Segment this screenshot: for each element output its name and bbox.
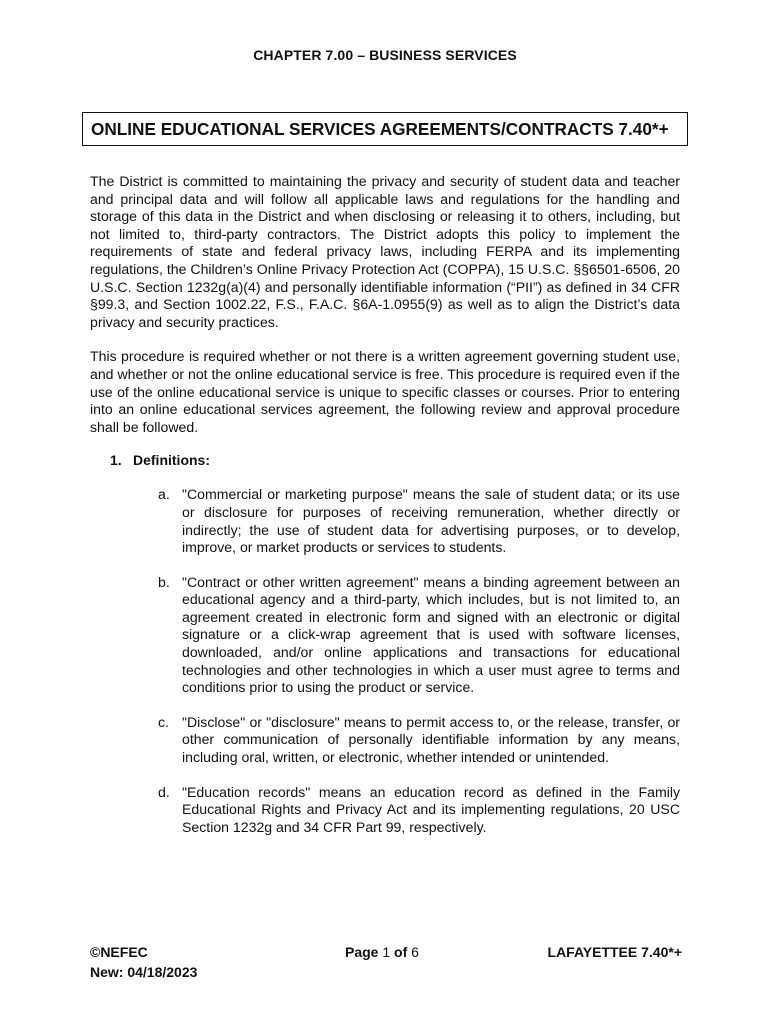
procedure-paragraph: This procedure is required whether or not there is a written agreement governing student use, and whether or not the online educational service is free. This procedure is required even if the use of the online educational service is unique to specific classes or courses. Prior to entering into an online educational services agreement, the following review and approval procedure shall be followed. <box>90 348 680 435</box>
footer-org: ©NEFEC <box>90 944 148 960</box>
definition-letter: a. <box>158 486 170 503</box>
page-of: of <box>394 944 408 960</box>
section-number: 1. <box>110 452 122 469</box>
footer-left-block <box>90 942 197 982</box>
footer-date: New: 04/18/2023 <box>90 964 198 980</box>
intro-paragraph: The District is committed to maintaining the privacy and security of student data and teacher and principal data and will follow all applicable laws and regulations for the handling and storage of this data in the District and when disclosing or releasing it to others, including, but not limited to, third-party contractors. The District adopts this policy to implement the requirements of state and federal privacy laws, including FERPA and its implementing regulations, the Children’s Online Privacy Protection Act (COPPA), 15 U.S.C. §§6501-6506, 20 U.S.C. Section 1232g(a)(4) and personally identifiable information (“PII”) as defined in 34 CFR §99.3, and Section 1002.22, F.S., F.A.C. §6A-1.0955(9) as well as to align the District’s data privacy and security practices. <box>90 173 680 330</box>
page-word: Page <box>345 944 379 960</box>
chapter-heading: CHAPTER 7.00 – BUSINESS SERVICES <box>253 47 517 63</box>
page-current: 1 <box>382 944 391 960</box>
section-heading-definitions <box>110 452 680 468</box>
definition-text: "Disclose" or "disclosure" means to permit access to, or the release, transfer, or other communication of personally identifiable information by any means, including oral, written, or electronic, whether intended or unintended. <box>182 713 680 766</box>
page-total: 6 <box>411 944 419 960</box>
definition-text: "Commercial or marketing purpose" means the sale of student data; or its use or disclosure for purposes of receiving remuneration, whether directly or indirectly; the use of student data for advertising purposes, or to develop, improve, or market products or services to students. <box>182 486 680 556</box>
definition-item-contract <box>158 574 680 697</box>
definition-item-education-records <box>158 784 680 837</box>
page-number <box>345 942 419 962</box>
definition-text: "Education records" means an education record as defined in the Family Educational Rights and Privacy Act and its implementing regulations, 20 USC Section 1232g and 34 CFR Part 99, respectively. <box>182 783 680 835</box>
definition-letter: c. <box>158 713 169 730</box>
definition-item-commercial-purpose <box>158 486 680 556</box>
policy-title: ONLINE EDUCATIONAL SERVICES AGREEMENTS/CONTRACTS 7.40*+ <box>91 118 669 139</box>
document-body <box>90 173 680 836</box>
policy-title-box <box>82 112 688 146</box>
definition-letter: b. <box>158 573 170 590</box>
section-title: Definitions: <box>133 452 210 469</box>
definition-item-disclose <box>158 714 680 767</box>
definition-text: "Contract or other written agreement" means a binding agreement between an educational agency and a third-party, which includes, but is not limited to, an agreement created in electronic form and signed with an electronic or digital signature or a click-wrap agreement that is used with software licenses, downloaded, and/or online applications and transactions for educational technologies and other technologies in which a user must agree to terms and conditions prior to using the product or service. <box>182 573 680 696</box>
definition-letter: d. <box>158 783 170 800</box>
definitions-list <box>158 486 680 836</box>
footer-policy-code: LAFAYETTEE 7.40*+ <box>547 944 682 960</box>
